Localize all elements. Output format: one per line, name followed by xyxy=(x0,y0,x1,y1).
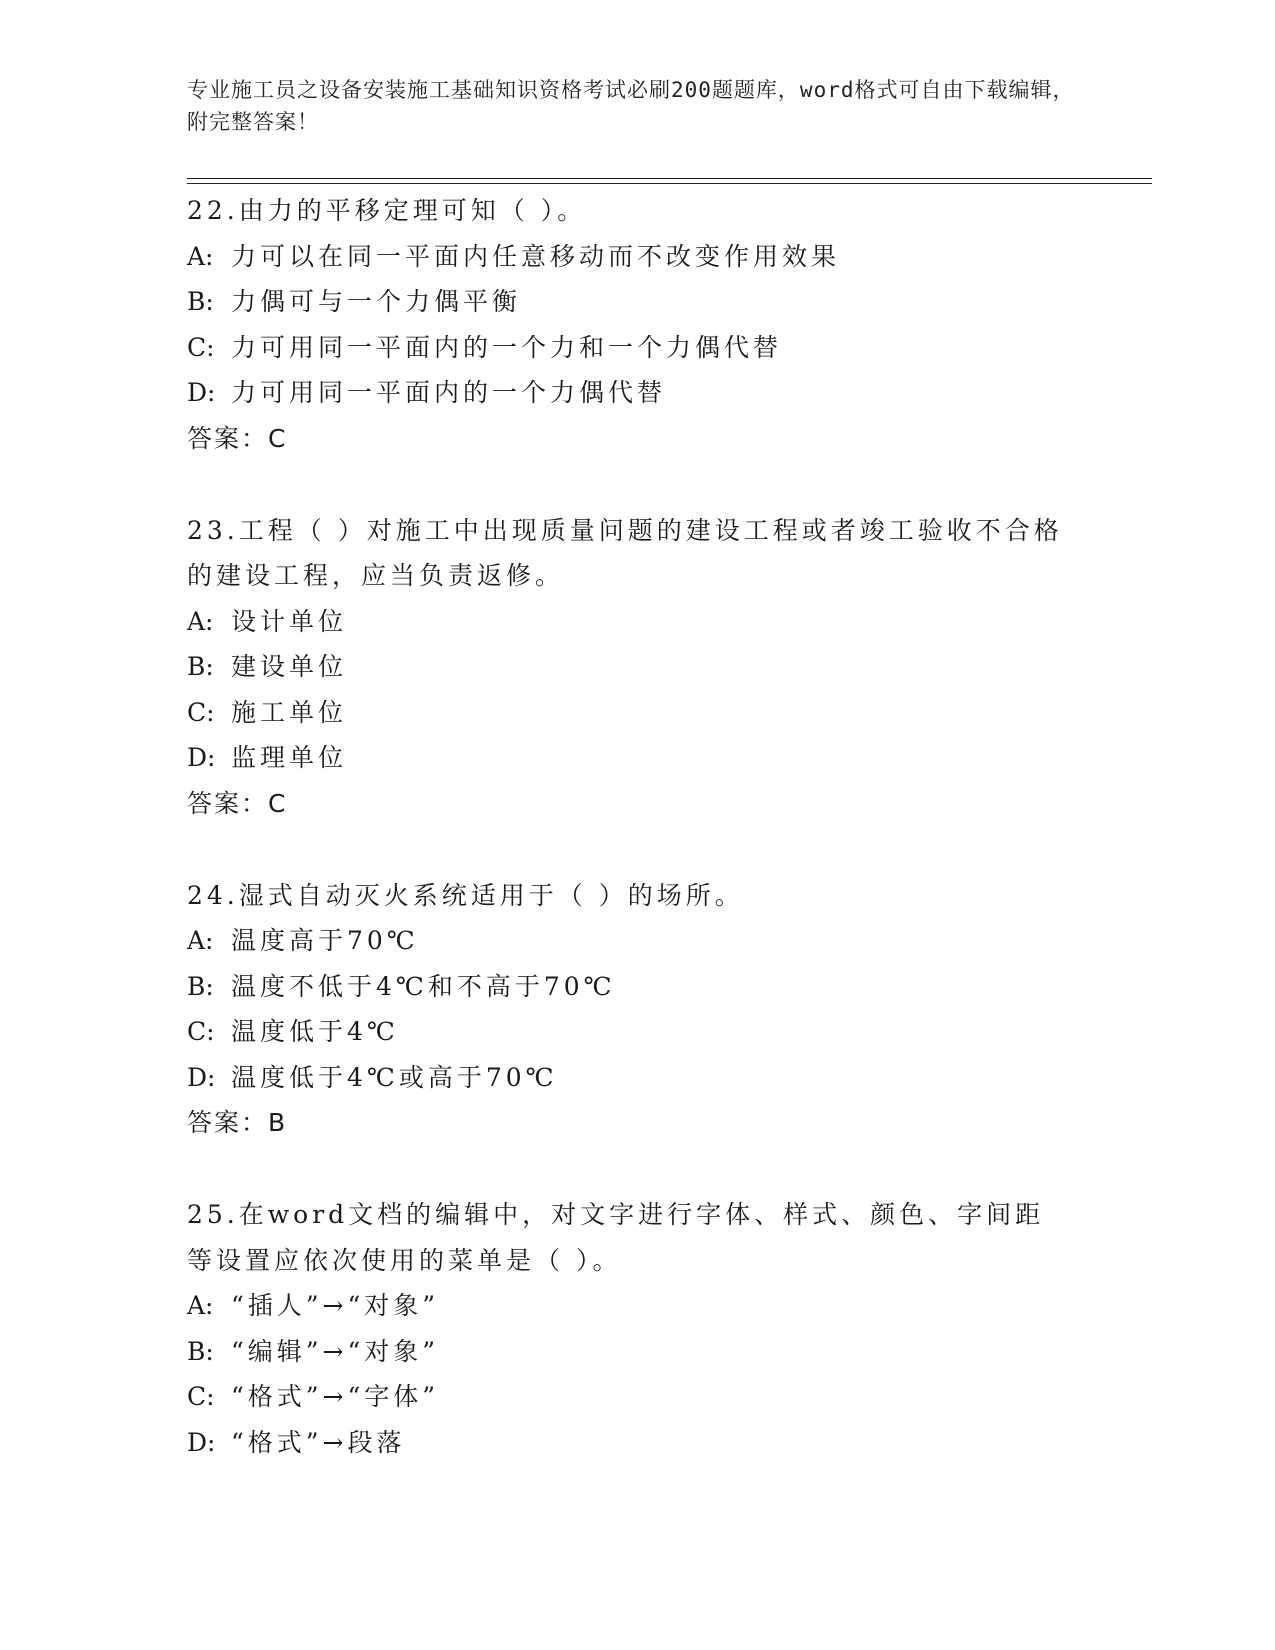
answer-line: 答案：C xyxy=(187,788,288,818)
option-key: B: xyxy=(187,1336,214,1366)
question-22 xyxy=(187,188,1152,462)
option-key: A: xyxy=(187,241,214,271)
option-a xyxy=(187,599,1152,645)
option-key: D: xyxy=(187,378,216,407)
option-text: 温度高于70℃ xyxy=(231,926,419,955)
option-key: D: xyxy=(187,743,216,772)
option-key: B: xyxy=(187,652,214,681)
option-text: 温度低于4℃或高于70℃ xyxy=(231,1062,558,1092)
option-key: C: xyxy=(187,332,215,362)
option-text: “编辑”→“对象” xyxy=(231,1336,440,1366)
question-stem: 25.在word文档的编辑中，对文字进行字体、样式、颜色、字间距等设置应依次使用的菜单是（ ）。 xyxy=(187,1200,1045,1275)
question-24 xyxy=(187,873,1152,1147)
question-25 xyxy=(187,1192,1152,1465)
option-text: “格式”→段落 xyxy=(231,1427,406,1457)
option-key: C: xyxy=(187,1382,215,1411)
option-d xyxy=(187,1420,1152,1466)
option-key: A: xyxy=(187,1291,214,1320)
question-stem: 24.湿式自动灭火系统适用于（ ）的场所。 xyxy=(187,880,744,910)
option-text: 力可以在同一平面内任意移动而不改变作用效果 xyxy=(231,241,841,271)
option-b xyxy=(187,644,1152,690)
option-key: D: xyxy=(187,1062,216,1092)
option-text: 施工单位 xyxy=(231,697,348,727)
option-d xyxy=(187,735,1152,781)
question-list xyxy=(187,188,1152,1511)
answer-line: 答案：C xyxy=(187,423,288,453)
option-b xyxy=(187,964,1152,1010)
option-b xyxy=(187,1329,1152,1375)
option-a xyxy=(187,1283,1152,1329)
option-key: A: xyxy=(187,926,214,955)
option-key: A: xyxy=(187,606,214,636)
option-key: B: xyxy=(187,287,214,316)
option-key: C: xyxy=(187,1017,215,1046)
question-23 xyxy=(187,508,1152,827)
option-text: 设计单位 xyxy=(231,606,348,636)
option-a xyxy=(187,918,1152,964)
document-header: 专业施工员之设备安装施工基础知识资格考试必刷200题题库，word格式可自由下载编辑，附完整答案！ xyxy=(187,78,1075,134)
option-c xyxy=(187,1009,1152,1055)
option-text: 温度低于4℃ xyxy=(231,1017,399,1046)
option-text: 建设单位 xyxy=(231,652,348,681)
option-text: “格式”→“字体” xyxy=(231,1382,440,1411)
option-key: C: xyxy=(187,697,215,727)
header-rule-bottom xyxy=(187,183,1152,184)
option-c xyxy=(187,325,1152,371)
option-key: B: xyxy=(187,971,214,1001)
option-text: “插人”→“对象” xyxy=(231,1291,440,1320)
option-key: D: xyxy=(187,1427,216,1457)
option-text: 力偶可与一个力偶平衡 xyxy=(231,287,522,316)
option-text: 力可用同一平面内的一个力和一个力偶代替 xyxy=(231,332,783,362)
header-rule-top xyxy=(187,178,1152,179)
option-c xyxy=(187,1374,1152,1420)
option-c xyxy=(187,690,1152,736)
option-a xyxy=(187,234,1152,280)
answer-line: 答案：B xyxy=(187,1108,288,1137)
option-d xyxy=(187,370,1152,416)
option-text: 温度不低于4℃和不高于70℃ xyxy=(231,971,616,1001)
question-stem: 23.工程（ ）对施工中出现质量问题的建设工程或者竣工验收不合格的建设工程，应当负责返修。 xyxy=(187,515,1063,590)
option-d xyxy=(187,1055,1152,1101)
question-stem: 22.由力的平移定理可知（ ）。 xyxy=(187,196,587,225)
option-text: 监理单位 xyxy=(231,743,348,772)
option-b xyxy=(187,279,1152,325)
option-text: 力可用同一平面内的一个力偶代替 xyxy=(231,378,667,407)
